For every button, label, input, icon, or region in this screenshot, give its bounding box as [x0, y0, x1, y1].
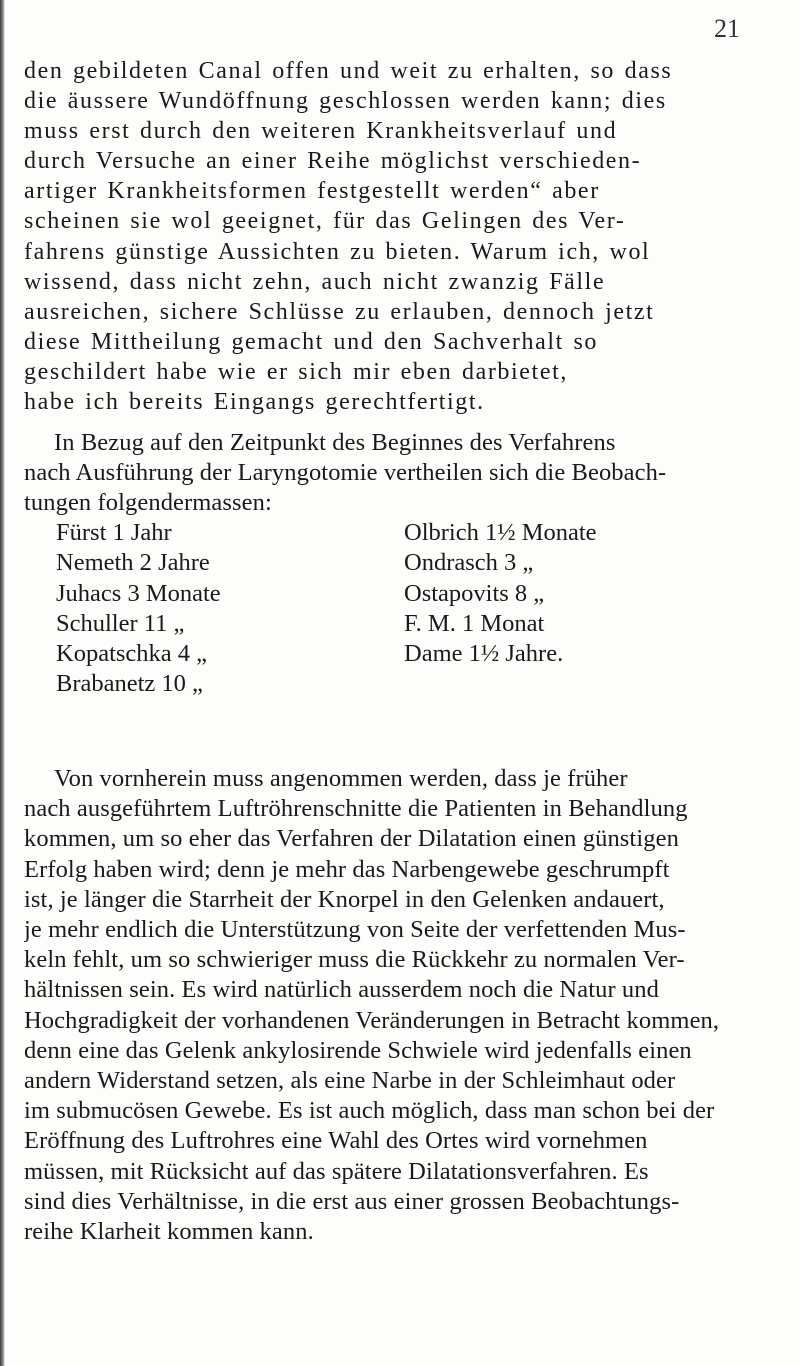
observation-entry: Dame 1½ Jahre. [404, 640, 564, 668]
observation-entry: Ostapovits 8 „ [404, 579, 545, 607]
observations-column-right [404, 518, 764, 669]
text-line: denn eine das Gelenk ankylosirende Schwiele wird jedenfalls einen [24, 1036, 692, 1064]
text-line: nach Ausführung der Laryngotomie vertheilen sich die Beobach- [24, 459, 667, 487]
paragraph-intro [24, 428, 744, 519]
text-line: artiger Krankheitsformen festgestellt werden“ aber [24, 178, 600, 205]
observation-entry: Kopatschka 4 „ [56, 640, 208, 668]
text-line: geschildert habe wie er sich mir eben darbietet, [24, 358, 568, 385]
observation-entry: F. M. 1 Monat [404, 609, 545, 637]
observation-entry: Brabanetz 10 „ [56, 670, 203, 698]
text-line: hältnissen sein. Es wird natürlich ausserdem noch die Natur und [24, 976, 659, 1004]
text-line: müssen, mit Rücksicht auf das spätere Dilatationsverfahren. Es [24, 1157, 649, 1185]
text-line: scheinen sie wol geeignet, für das Gelingen des Ver- [24, 208, 626, 235]
text-line: reihe Klarheit kommen kann. [24, 1218, 314, 1246]
text-line: ausreichen, sichere Schlüsse zu erlauben, dennoch jetzt [24, 298, 655, 325]
text-line: im submucösen Gewebe. Es ist auch möglich, dass man schon bei der [24, 1097, 715, 1125]
text-line: sind dies Verhältnisse, in die erst aus einer grossen Beobachtungs- [24, 1187, 680, 1215]
observation-entry: Nemeth 2 Jahre [56, 549, 210, 577]
text-line: fahrens günstige Aussichten zu bieten. Warum ich, wol [24, 238, 651, 265]
text-line: diese Mittheilung gemacht und den Sachverhalt so [24, 328, 599, 355]
text-line: habe ich bereits Eingangs gerechtfertigt. [24, 389, 485, 416]
paragraph-emphasized [24, 56, 744, 417]
observation-entry: Ondrasch 3 „ [404, 549, 534, 577]
text-line: tungen folgendermassen: [24, 489, 272, 517]
text-line: In Bezug auf den Zeitpunkt des Beginnes des Verfahrens [54, 429, 616, 456]
paragraph-main [24, 764, 744, 1247]
observations-column-left [56, 518, 336, 700]
text-line: ist, je länger die Starrheit der Knorpel in den Gelenken andauert, [24, 885, 665, 913]
text-line: durch Versuche an einer Reihe möglichst verschieden- [24, 148, 642, 175]
text-line: wissend, dass nicht zehn, auch nicht zwanzig Fälle [24, 268, 606, 295]
observation-entry: Juhacs 3 Monate [56, 579, 221, 607]
text-line: kommen, um so eher das Verfahren der Dilatation einen günstigen [24, 825, 679, 853]
text-line: Von vornherein muss angenommen werden, dass je früher [54, 765, 628, 792]
observation-entry: Olbrich 1½ Monate [404, 519, 597, 546]
text-line: Eröffnung des Luftrohres eine Wahl des Ortes wird vornehmen [24, 1127, 648, 1155]
text-line: andern Widerstand setzen, als eine Narbe in der Schleimhaut oder [24, 1067, 676, 1095]
observation-entry: Fürst 1 Jahr [56, 519, 172, 546]
text-line: den gebildeten Canal offen und weit zu erhalten, so dass [24, 58, 673, 84]
text-line: nach ausgeführtem Luftröhrenschnitte die Patienten in Behandlung [24, 795, 688, 823]
observation-entry: Schuller 11 „ [56, 609, 185, 637]
text-line: keln fehlt, um so schwieriger muss die Rückkehr zu normalen Ver- [24, 946, 685, 974]
text-line: je mehr endlich die Unterstützung von Seite der verfettenden Mus- [24, 916, 686, 944]
binding-shadow [0, 0, 5, 1366]
text-line: muss erst durch den weiteren Krankheitsverlauf und [24, 118, 618, 145]
text-line: Erfolg haben wird; denn je mehr das Narbengewebe geschrumpft [24, 855, 670, 883]
page-number: 21 [714, 14, 740, 43]
text-line: die äussere Wundöffnung geschlossen werden kann; dies [24, 88, 667, 115]
text-line: Hochgradigkeit der vorhandenen Veränderungen in Betracht kommen, [24, 1006, 720, 1034]
